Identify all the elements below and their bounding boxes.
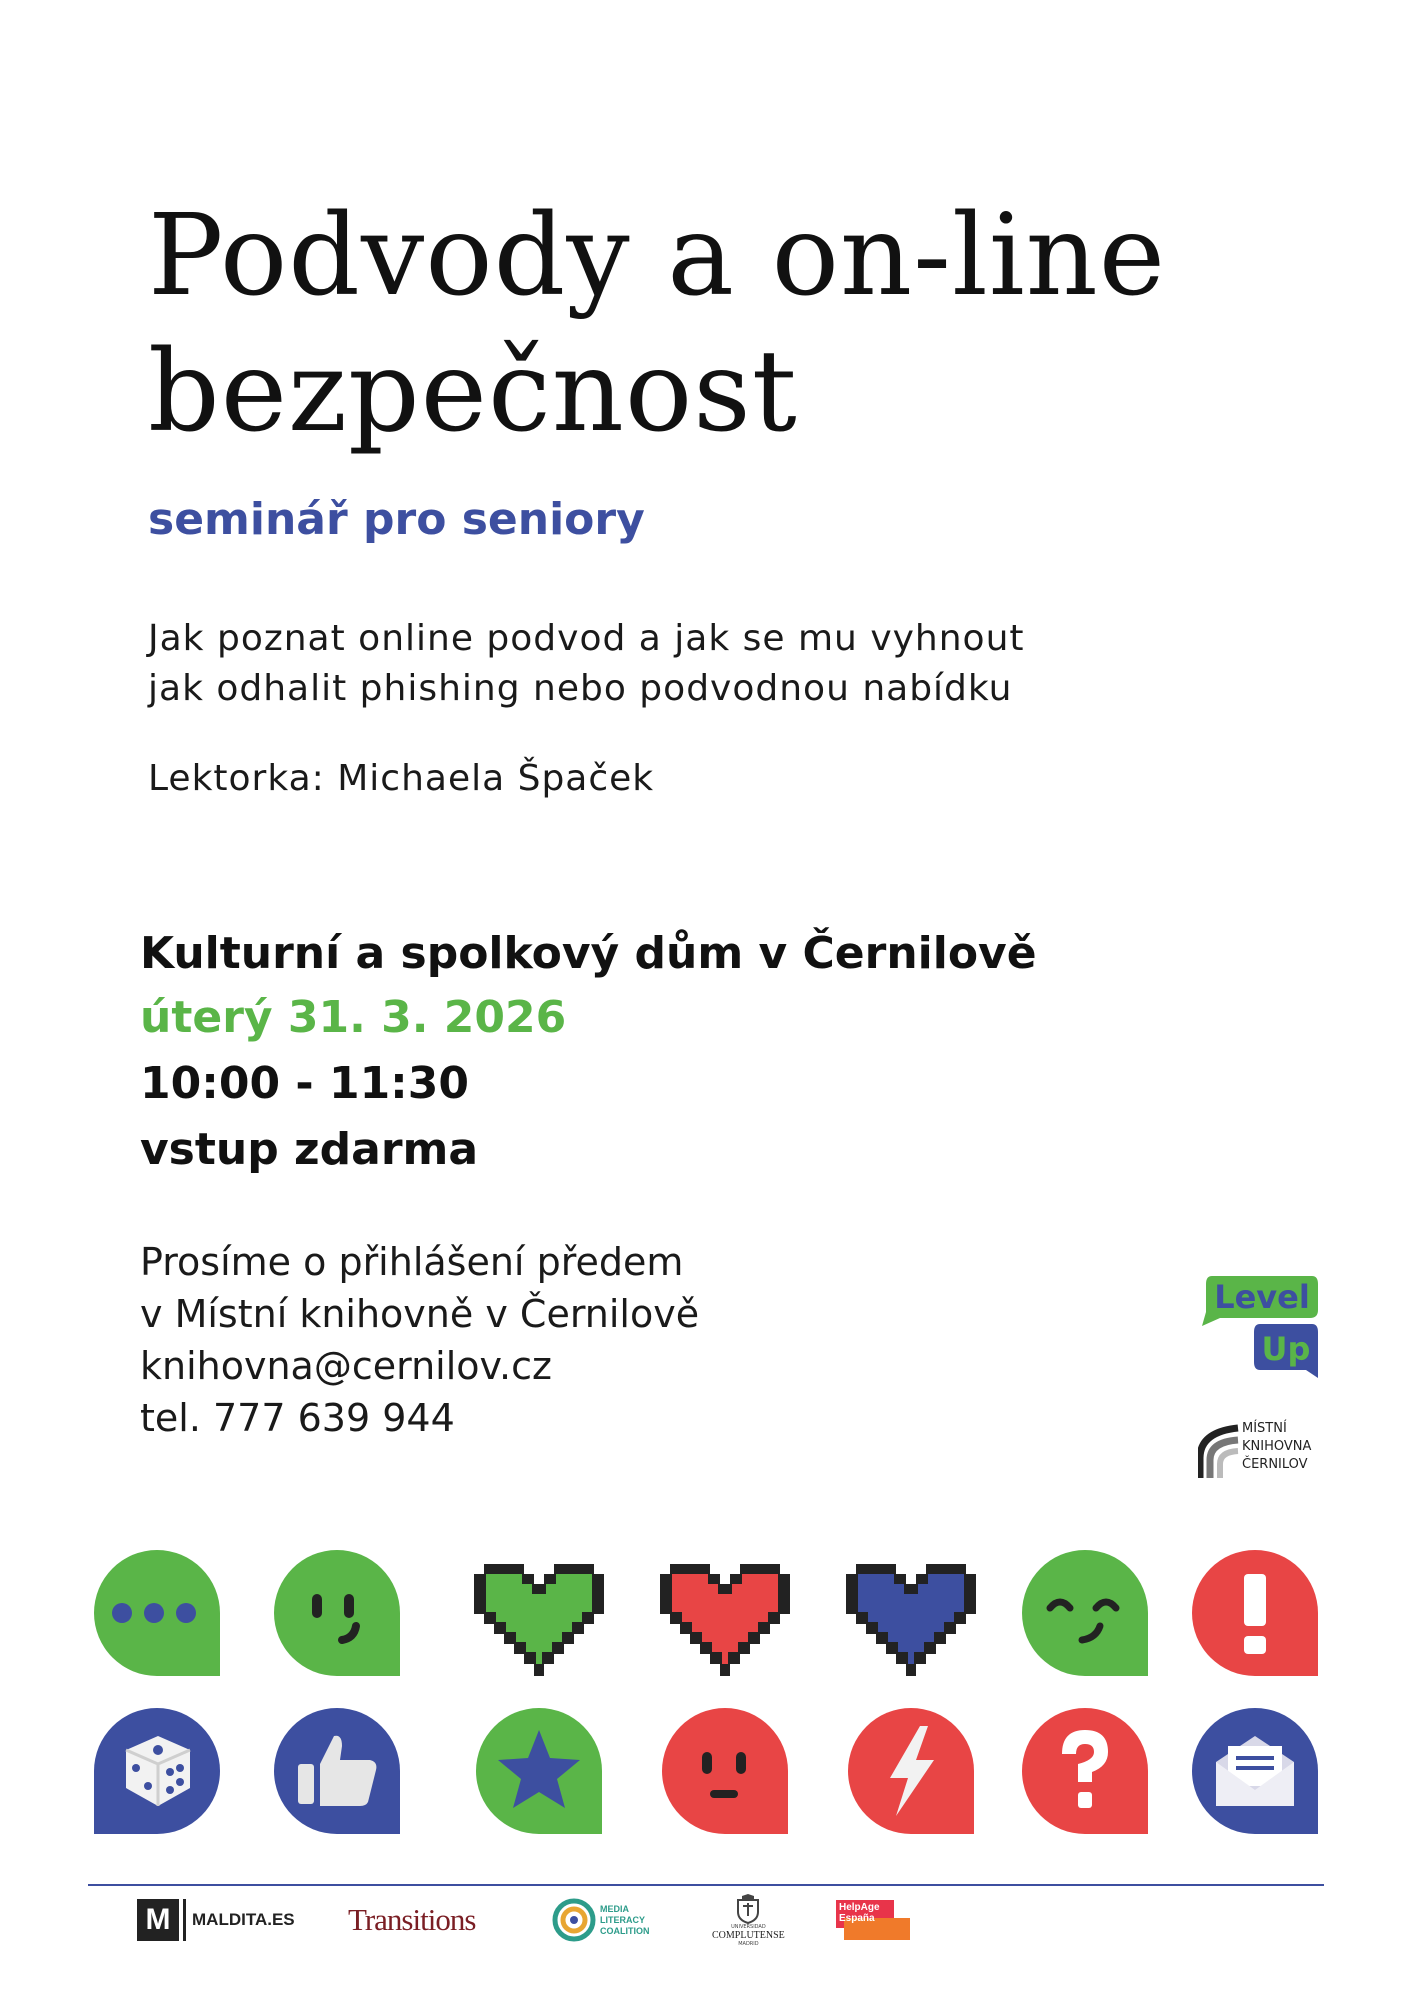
title-line-1: Podvody a on-line — [148, 191, 1167, 321]
event-date: úterý 31. 3. 2026 — [140, 992, 567, 1043]
library-line-2: KNIHOVNA — [1242, 1439, 1312, 1454]
contact-phone: tel. 777 639 944 — [140, 1396, 455, 1440]
sad-face-icon — [660, 1706, 790, 1836]
contact-line-2: v Místní knihovně v Černilově — [140, 1292, 700, 1336]
thumbs-up-icon — [272, 1706, 402, 1836]
event-entry: vstup zdarma — [140, 1124, 479, 1175]
lightning-icon — [846, 1706, 976, 1836]
page-title — [148, 188, 1348, 460]
complutense-line-1: UNIVERSIDAD — [731, 1923, 766, 1930]
footer-divider — [88, 1884, 1324, 1886]
mlc-line-1: MEDIA — [600, 1903, 629, 1914]
contact-line-1: Prosíme o přihlášení předem — [140, 1240, 684, 1284]
complutense-line-2: COMPLUTENSE — [712, 1929, 785, 1941]
contact-email[interactable]: knihovna@cernilov.cz — [140, 1344, 552, 1388]
description — [148, 614, 1025, 714]
levelup-logo — [1200, 1272, 1320, 1382]
transitions-logo: Transitions — [348, 1902, 476, 1937]
complutense-line-3: MADRID — [738, 1940, 759, 1947]
lecturer: Lektorka: Michaela Špaček — [148, 758, 655, 799]
title-line-2: bezpečnost — [148, 327, 798, 457]
contact-block — [140, 1236, 699, 1444]
complutense-crest-icon — [734, 1894, 762, 1924]
library-arch-icon — [1198, 1418, 1242, 1480]
maldita-label: MALDITA.ES — [192, 1910, 295, 1929]
description-line-2: jak odhalit phishing nebo podvodnou nabídku — [148, 668, 1013, 709]
star-icon — [474, 1706, 604, 1836]
chat-dots-icon — [92, 1548, 222, 1678]
helpage-line-2: España — [839, 1913, 875, 1924]
maldita-mark-icon: M — [137, 1899, 179, 1941]
question-icon — [1020, 1706, 1150, 1836]
mlc-line-3: COALITION — [600, 1925, 650, 1936]
mlc-spiral-icon — [552, 1898, 596, 1942]
levelup-word-2: Up — [1261, 1330, 1311, 1368]
levelup-word-1: Level — [1214, 1278, 1310, 1316]
envelope-icon — [1190, 1706, 1320, 1836]
mlc-line-2: LITERACY — [600, 1914, 645, 1925]
description-line-1: Jak poznat online podvod a jak se mu vyhnout — [148, 618, 1025, 659]
complutense-logo — [712, 1888, 785, 1952]
event-time: 10:00 - 11:30 — [140, 1058, 470, 1109]
mlc-logo — [552, 1895, 650, 1945]
smiley-icon — [272, 1548, 402, 1678]
library-line-1: MÍSTNÍ — [1242, 1421, 1287, 1436]
wink-face-icon — [1020, 1548, 1150, 1678]
exclamation-icon — [1190, 1548, 1320, 1678]
dice-icon — [92, 1706, 222, 1836]
helpage-line-1: HelpAge — [839, 1902, 880, 1913]
red-heart-icon — [660, 1555, 790, 1685]
maldita-logo — [137, 1895, 295, 1945]
helpage-logo — [836, 1895, 910, 1945]
library-line-3: ČERNILOV — [1242, 1457, 1308, 1472]
event-place: Kulturní a spolkový dům v Černilově — [140, 928, 1037, 979]
subtitle: seminář pro seniory — [148, 494, 645, 545]
blue-heart-icon — [846, 1555, 976, 1685]
library-logo — [1198, 1418, 1338, 1480]
green-heart-icon — [474, 1555, 604, 1685]
